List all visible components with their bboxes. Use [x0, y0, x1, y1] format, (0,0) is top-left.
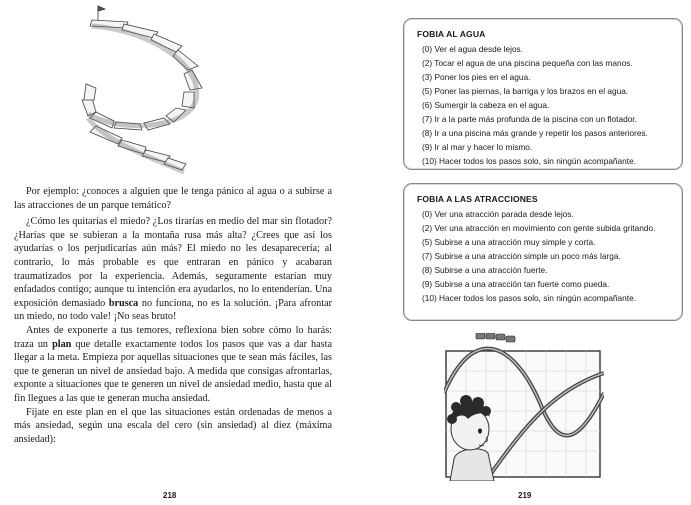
list-item: (2) Tocar el agua de una piscina pequeña con las manos. [422, 58, 633, 68]
paragraph: Fíjate en este plan en el que las situaciones están ordenadas de menos a más ansiedad, según una escala del cero (sin ansiedad) al diez (máxima ansiedad): [14, 406, 332, 445]
step-list [417, 42, 672, 168]
right-page [345, 0, 691, 505]
text-run: ¿Cómo les quitarías el miedo? ¿Los tirarías en medio del mar sin flotador? ¿Harías que se subieran a la montaña rusa más alta? ¿Crees que así los ayudarías o los perjudicarías aún más? El miedo no les desaparecería; al contrario, lo más probable es que entraran en pánico y acabaran traumatizados por la experiencia. Además, seguramente estarían muy enfadados contigo; aunque tu intención era ayudarlos, no lo entenderían. Una exposición demasiado [14, 216, 332, 309]
step-list [417, 207, 672, 305]
list-item: (7) Ir a la parte más profunda de la piscina con un flotador. [422, 114, 637, 124]
text-run: no funciona, no es la solución. ¡Para afrontar un miedo, no todo vale! ¡No seas bruto! [14, 297, 332, 323]
list-item: (9) Ir al mar y hacer lo mismo. [422, 142, 533, 152]
list-item: (8) Subirse a una atracción fuerte. [422, 265, 548, 275]
list-item: (10) Hacer todos los pasos solo, sin ningún acompañante. [422, 293, 637, 303]
body-text [14, 185, 332, 446]
page-number: 218 [163, 491, 177, 500]
list-item: (0) Ver una atracción parada desde lejos. [422, 209, 574, 219]
text-run: Antes de exponerte a tus temores, reflexiona bien sobre cómo lo harás: traza un [14, 324, 332, 350]
list-item: (9) Subirse a una atracción tan fuerte como pueda. [422, 279, 610, 289]
list-item: (5) Poner las piernas, la barriga y los brazos en el agua. [422, 86, 629, 96]
spiral-staircase-illustration [78, 4, 210, 176]
text-run: que detalle exactamente todos los pasos que vas a dar hasta llegar a la meta. Empieza por aquellas situaciones que te sean más fáciles, las que te generan un nivel de ansiedad bajo. A medida que consigas afrontarlas, exponte a situaciones que te generen un nivel de ansiedad medio, hasta que al fin llegues a las que te generan mucha ansiedad. [14, 338, 332, 404]
paragraph [14, 324, 332, 406]
list-item: (0) Ver el agua desde lejos. [422, 44, 524, 54]
rides-phobia-box [403, 183, 683, 321]
water-phobia-box [403, 18, 683, 170]
bold-term: plan [52, 338, 72, 350]
list-item: (6) Sumergir la cabeza en el agua. [422, 100, 550, 110]
roller-coaster-illustration [444, 333, 604, 481]
list-item: (8) Ir a una piscina más grande y repetir los pasos anteriores. [422, 128, 648, 138]
page-number: 219 [518, 491, 532, 500]
box-title: FOBIA AL AGUA [417, 29, 486, 39]
paragraph: Por ejemplo: ¿conoces a alguien que le tenga pánico al agua o a subirse a las atracciones de un parque temático? [14, 186, 332, 211]
paragraph [14, 215, 332, 324]
list-item: (7) Subirse a una atracción simple un poco más larga. [422, 251, 621, 261]
box-title: FOBIA A LAS ATRACCIONES [417, 194, 538, 204]
list-item: (10) Hacer todos los pasos solo, sin ningún acompañante. [422, 156, 637, 166]
left-page [0, 0, 345, 505]
bold-term: brusca [108, 297, 139, 309]
list-item: (3) Poner los pies en el agua. [422, 72, 531, 82]
list-item: (2) Ver una atracción en movimiento con gente subida gritando. [422, 223, 656, 233]
list-item: (5) Subirse a una atracción muy simple y corta. [422, 237, 596, 247]
